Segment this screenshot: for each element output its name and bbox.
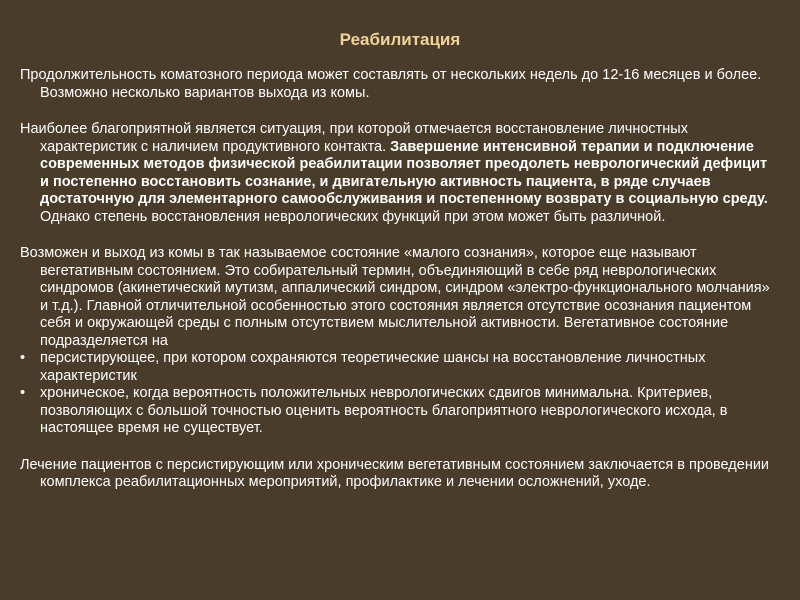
paragraph-favorable-intro: Наиболее благоприятной является ситуация, при которой отмечается восстановление личностных характеристик с наличием продуктивного контакта. (20, 121, 688, 155)
bullet-marker: • (20, 350, 26, 366)
paragraph-vegetative-state: Возможен и выход из комы в так называемое состояние «малого сознания», которое еще называют вегетативным состоянием. Это собирательный термин, объединяющий в себе ряд неврологических синдромов (акинетический мутизм, аппалический синдром, синдром «электро-функционального молчания» и т.д.). Главной отличительной особенностью этого состояния является отсутствие осознания пациентом себя и окружающей среды с полным отсутствием мыслительной активности. Вегетативное состояние подразделяется на (20, 245, 770, 349)
list-item (20, 350, 775, 385)
bullet-marker: • (20, 385, 26, 401)
paragraph-coma-duration: Продолжительность коматозного периода может составлять от нескольких недель до 12-16 месяцев и более. Возможно несколько вариантов выхода из комы. (20, 67, 762, 101)
paragraph-favorable-outcome (20, 121, 775, 226)
paragraph-favorable-emphasis: Завершение интенсивной терапии и подключение современных методов физической реабилитации позволяет преодолеть неврологический дефицит и постепенно восстановить сознание, и двигательную активность пациента, в ряде случаев достаточную для элементарного самообслуживания и постепенному возврату в социальную среду. (40, 138, 768, 207)
paragraph-favorable-note: Однако степень восстановления неврологических функций при этом может быть различной. (40, 208, 666, 225)
page-title: Реабилитация (339, 30, 461, 49)
bullet-chronic: хроническое, когда вероятность положительных неврологических сдвигов минимальна. Критериев, позволяющих с большой точностью оценить вероятность благоприятного неврологического исхода, в настоящее время не существует. (40, 385, 728, 436)
document-body (20, 67, 775, 492)
paragraph-treatment: Лечение пациентов с персистирующим или хроническим вегетативным состоянием заключается в проведении комплекса реабилитационных мероприятий, профилактике и лечении осложнений, уходе. (20, 456, 770, 490)
bullet-persistent: персистирующее, при котором сохраняются теоретические шансы на восстановление личностных характеристик (40, 350, 706, 384)
list-item (20, 385, 775, 438)
